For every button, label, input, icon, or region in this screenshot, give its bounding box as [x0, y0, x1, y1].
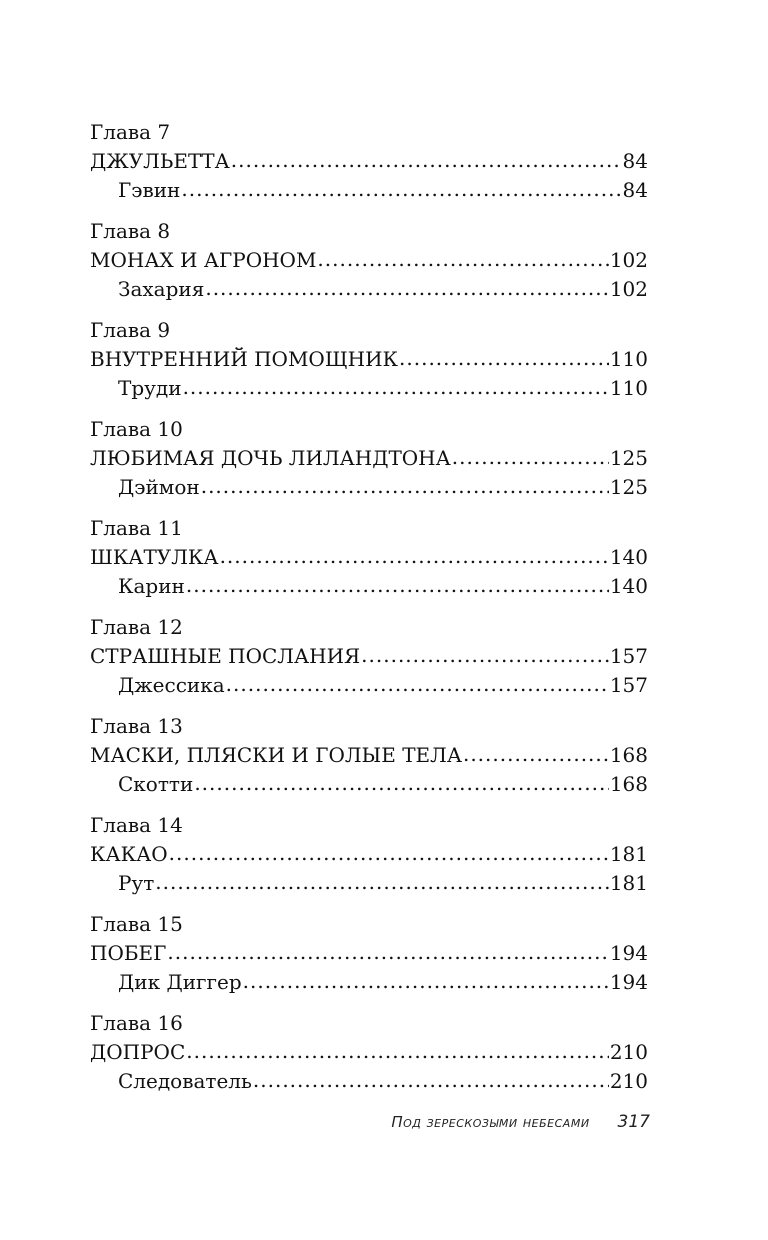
chapter-page-number: 102 [609, 248, 648, 272]
chapter-title: ЛЮБИМАЯ ДОЧЬ ЛИЛАНДТОНА [90, 446, 451, 470]
dot-leader [243, 967, 609, 996]
chapter-title: КАКАО [90, 842, 168, 866]
dot-leader [253, 1066, 609, 1095]
subsection-entry[interactable] [90, 572, 648, 601]
subsection-entry[interactable] [90, 275, 648, 304]
chapter-title-entry[interactable] [90, 642, 648, 671]
chapter-title-entry[interactable] [90, 543, 648, 572]
dot-leader [181, 175, 621, 204]
chapter-page-number: 125 [609, 446, 648, 470]
dot-leader [452, 443, 609, 472]
chapter-title-entry[interactable] [90, 444, 648, 473]
dot-leader [155, 868, 609, 897]
toc-chapter [90, 613, 648, 700]
dot-leader [194, 769, 609, 798]
dot-leader [169, 839, 609, 868]
dot-leader [231, 146, 622, 175]
running-title: Под зерескозыми небесами [391, 1113, 590, 1131]
chapter-title: ДОПРОС [90, 1040, 186, 1064]
chapter-label: Глава 11 [90, 516, 183, 540]
subsection-title: Следователь [118, 1069, 252, 1093]
dot-leader [167, 938, 608, 967]
subsection-title: Захария [118, 277, 205, 301]
toc-chapter [90, 910, 648, 997]
subsection-entry[interactable] [90, 671, 648, 700]
toc-chapter [90, 712, 648, 799]
subsection-title: Дик Диггер [118, 970, 242, 994]
dot-leader [183, 373, 609, 402]
chapter-page-number: 210 [609, 1040, 648, 1064]
chapter-page-number: 84 [622, 149, 648, 173]
page-footer [330, 1112, 650, 1132]
subsection-title: Карин [118, 574, 185, 598]
subsection-entry[interactable] [90, 176, 648, 205]
subsection-page-number: 194 [609, 970, 648, 994]
chapter-title-entry[interactable] [90, 741, 648, 770]
subsection-title: Гэвин [118, 178, 181, 202]
subsection-page-number: 181 [609, 871, 648, 895]
dot-leader [317, 245, 608, 274]
subsection-page-number: 157 [609, 673, 648, 697]
dot-leader [201, 472, 609, 501]
chapter-page-number: 140 [609, 545, 648, 569]
chapter-title-entry[interactable] [90, 345, 648, 374]
subsection-title: Рут [118, 871, 155, 895]
subsection-entry[interactable] [90, 869, 648, 898]
chapter-page-number: 181 [609, 842, 648, 866]
chapter-title: СТРАШНЫЕ ПОСЛАНИЯ [90, 644, 361, 668]
subsection-title: Скотти [118, 772, 194, 796]
toc-chapter [90, 316, 648, 403]
dot-leader [186, 571, 609, 600]
subsection-title: Джессика [118, 673, 225, 697]
subsection-page-number: 110 [609, 376, 648, 400]
chapter-title: ШКАТУЛКА [90, 545, 219, 569]
toc-chapter [90, 1009, 648, 1096]
dot-leader [186, 1037, 609, 1066]
chapter-title: ДЖУЛЬЕТТА [90, 149, 230, 173]
dot-leader [463, 740, 609, 769]
dot-leader [220, 542, 609, 571]
subsection-title: Труди [118, 376, 182, 400]
chapter-page-number: 168 [609, 743, 648, 767]
subsection-entry[interactable] [90, 473, 648, 502]
chapter-page-number: 194 [609, 941, 648, 965]
chapter-label: Глава 12 [90, 615, 183, 639]
chapter-label: Глава 9 [90, 318, 171, 342]
dot-leader [399, 344, 609, 373]
chapter-label: Глава 8 [90, 219, 171, 243]
chapter-label: Глава 7 [90, 120, 171, 144]
subsection-page-number: 140 [609, 574, 648, 598]
chapter-title: МОНАХ И АГРОНОМ [90, 248, 317, 272]
subsection-entry[interactable] [90, 374, 648, 403]
subsection-page-number: 102 [609, 277, 648, 301]
dot-leader [361, 641, 609, 670]
chapter-label: Глава 13 [90, 714, 183, 738]
chapter-title: ВНУТРЕННИЙ ПОМОЩНИК [90, 347, 399, 371]
chapter-title-entry[interactable] [90, 147, 648, 176]
dot-leader [205, 274, 608, 303]
chapter-page-number: 157 [609, 644, 648, 668]
chapter-page-number: 110 [609, 347, 648, 371]
toc-chapter [90, 415, 648, 502]
chapter-title-entry[interactable] [90, 840, 648, 869]
table-of-contents [90, 118, 648, 1108]
chapter-title-entry[interactable] [90, 1038, 648, 1067]
chapter-label: Глава 15 [90, 912, 183, 936]
subsection-page-number: 210 [609, 1069, 648, 1093]
subsection-title: Дэймон [118, 475, 200, 499]
chapter-title-entry[interactable] [90, 939, 648, 968]
toc-chapter [90, 811, 648, 898]
chapter-label: Глава 14 [90, 813, 183, 837]
chapter-label: Глава 10 [90, 417, 183, 441]
subsection-page-number: 168 [609, 772, 648, 796]
chapter-title: МАСКИ, ПЛЯСКИ И ГОЛЫЕ ТЕЛА [90, 743, 462, 767]
subsection-entry[interactable] [90, 770, 648, 799]
toc-chapter [90, 217, 648, 304]
chapter-title: ПОБЕГ [90, 941, 167, 965]
subsection-entry[interactable] [90, 968, 648, 997]
chapter-title-entry[interactable] [90, 246, 648, 275]
dot-leader [226, 670, 609, 699]
chapter-label: Глава 16 [90, 1011, 183, 1035]
toc-chapter [90, 118, 648, 205]
subsection-entry[interactable] [90, 1067, 648, 1096]
subsection-page-number: 84 [622, 178, 648, 202]
toc-chapter [90, 514, 648, 601]
subsection-page-number: 125 [609, 475, 648, 499]
page-number: 317 [617, 1112, 650, 1132]
